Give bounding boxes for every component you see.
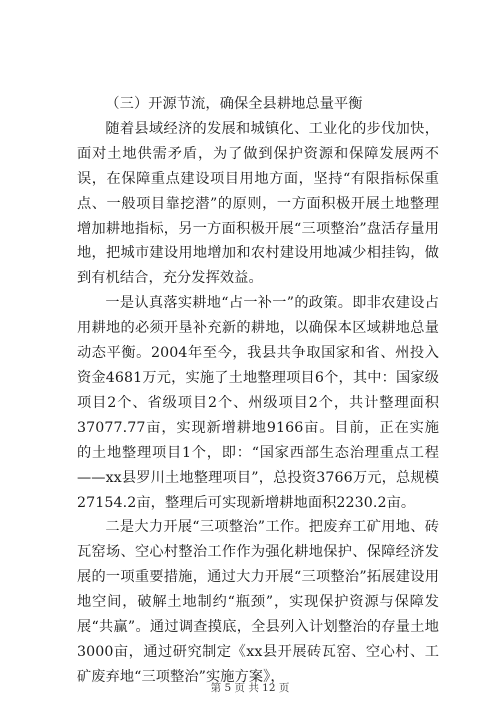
paragraph-intro: 随着县域经济的发展和城镇化、工业化的步伐加快，面对土地供需矛盾，为了做到保护资源和保障发展两不误，在保障重点建设项目用地方面，坚持“有限指标保重点、一般项目靠挖潜”的原则，一方面积极开展土地整理增加耕地指标，另一方面积极开展“三项整治”盘活存量用地，把城市建设用地增加和农村建设用地减少相挂钩，做到有机结合，充分发挥效益。 [77, 120, 439, 287]
section-heading: （三）开源节流，确保全县耕地总量平衡 [105, 96, 363, 112]
page-footer: 第 5 页 共 12 页 [210, 682, 290, 694]
document-body [77, 92, 439, 690]
paragraph-farmland-policy: 一是认真落实耕地“占一补一”的政策。即非农建设占用耕地的必须开垦补充新的耕地，以确保本区域耕地总量动态平衡。2004年至今，我县共争取国家和省、州投入资金4681万元，实施了土地整理项目6个，其中：国家级项目2个、省级项目2个、州级项目2个，共计整理面积37077.77亩，实现新增耕地9166亩。目前，正在实施的土地整理项目1个，即：“国家西部生态治理重点工程——xx县罗川土地整理项目”，总投资3766万元，总规模27154.2亩，整理后可实现新增耕地面积2230.2亩。 [77, 295, 439, 511]
paragraph-three-rectifications: 二是大力开展“三项整治”工作。把废弃工矿用地、砖瓦窑场、空心村整治工作作为强化耕地保护、保障经济发展的一项重要措施，通过大力开展“三项整治”拓展建设用地空间，破解土地制约“瓶颈”，实现保护资源与保障发展“共赢”。通过调查摸底，全县列入计划整治的存量土地3000亩，通过研究制定《xx县开展砖瓦窑、空心村、工矿废弃地“三项整治”实施方案》， [77, 519, 439, 685]
